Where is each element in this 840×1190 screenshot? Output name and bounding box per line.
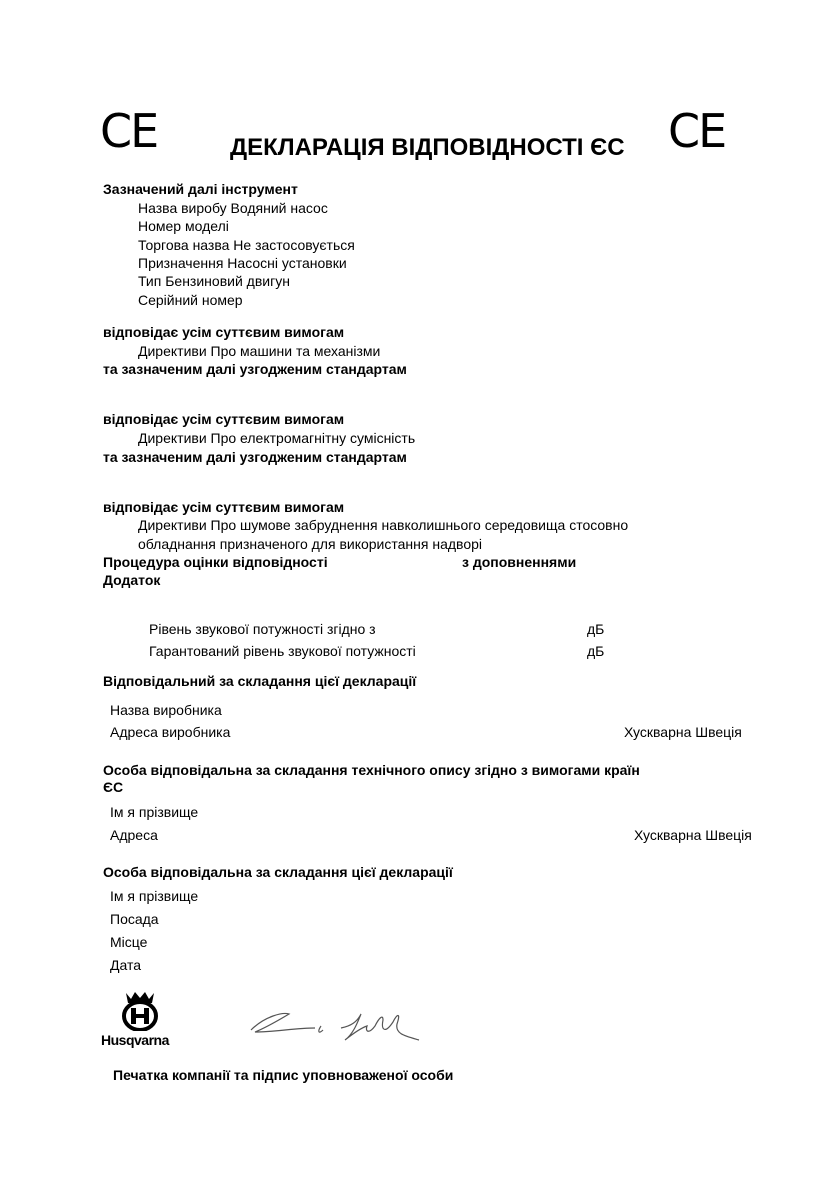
stamp-caption: Печатка компанії та підпис уповноваженої особи: [113, 1067, 454, 1083]
tech-person-heading-eu: ЄС: [103, 779, 124, 795]
directive-1-heading: відповідає усім суттєвим вимогам: [103, 324, 345, 340]
guaranteed-sound-label: Гарантований рівень звукової потужності: [149, 643, 416, 659]
page-title: ДЕКЛАРАЦІЯ ВІДПОВІДНОСТІ ЄС: [230, 134, 625, 161]
tech-person-location: Хускварна Швеція: [634, 827, 752, 843]
directive-2-heading: відповідає усім суттєвим вимогам: [103, 411, 345, 427]
declaration-person-name-label: Ім я прізвище: [110, 888, 199, 904]
manufacturer-address-label: Адреса виробника: [110, 724, 231, 740]
type-line: Тип Бензиновий двигун: [138, 273, 290, 289]
serial-number-line: Серійний номер: [138, 292, 243, 308]
declaration-person-position-label: Посада: [110, 911, 159, 927]
procedure-label: Процедура оцінки відповідності: [103, 554, 328, 570]
ce-mark-left: CE: [100, 104, 158, 158]
directive-3-line: Директиви Про шумове забруднення навколишнього середовища стосовно: [138, 517, 629, 533]
declaration-person-date-label: Дата: [110, 957, 142, 973]
signature-icon: [245, 1002, 425, 1048]
measured-sound-label: Рівень звукової потужності згідно з: [149, 621, 376, 637]
guaranteed-sound-unit: дБ: [587, 643, 605, 659]
manufacturer-location: Хускварна Швеція: [624, 724, 742, 740]
annex-label: Додаток: [103, 572, 161, 588]
tech-person-heading: Особа відповідальна за складання технічного опису згідно з вимогами країн: [103, 762, 640, 778]
husqvarna-crown-logo-icon: [117, 989, 163, 1031]
manufacturer-name-label: Назва виробника: [110, 702, 222, 718]
tech-person-address-label: Адреса: [110, 827, 158, 843]
measured-sound-unit: дБ: [587, 621, 605, 637]
ce-mark-right: CE: [668, 104, 726, 158]
directive-2-line: Директиви Про електромагнітну сумісність: [138, 430, 416, 446]
directive-2-footer: та зазначеним далі узгодженим стандартам: [103, 449, 407, 465]
purpose-line: Призначення Насосні установки: [138, 255, 347, 271]
directive-1-line: Директиви Про машини та механізми: [138, 343, 381, 359]
declaration-person-heading: Особа відповідальна за складання цієї декларації: [103, 864, 453, 880]
directive-3-line2: обладнання призначеного для використання надворі: [138, 536, 483, 552]
product-name-line: Назва виробу Водяний насос: [138, 200, 328, 216]
instrument-heading: Зазначений далі інструмент: [103, 181, 298, 197]
trade-name-line: Торгова назва Не застосовується: [138, 237, 355, 253]
husqvarna-logo-text: Husqvarna: [101, 1032, 169, 1048]
directive-3-heading: відповідає усім суттєвим вимогам: [103, 499, 345, 515]
directive-1-footer: та зазначеним далі узгодженим стандартам: [103, 361, 407, 377]
declaration-person-place-label: Місце: [110, 934, 148, 950]
responsible-heading: Відповідальний за складання цієї декларації: [103, 673, 417, 689]
procedure-amendments: з доповненнями: [462, 554, 577, 570]
model-number-line: Номер моделі: [138, 218, 229, 234]
tech-person-name-label: Ім я прізвище: [110, 804, 199, 820]
